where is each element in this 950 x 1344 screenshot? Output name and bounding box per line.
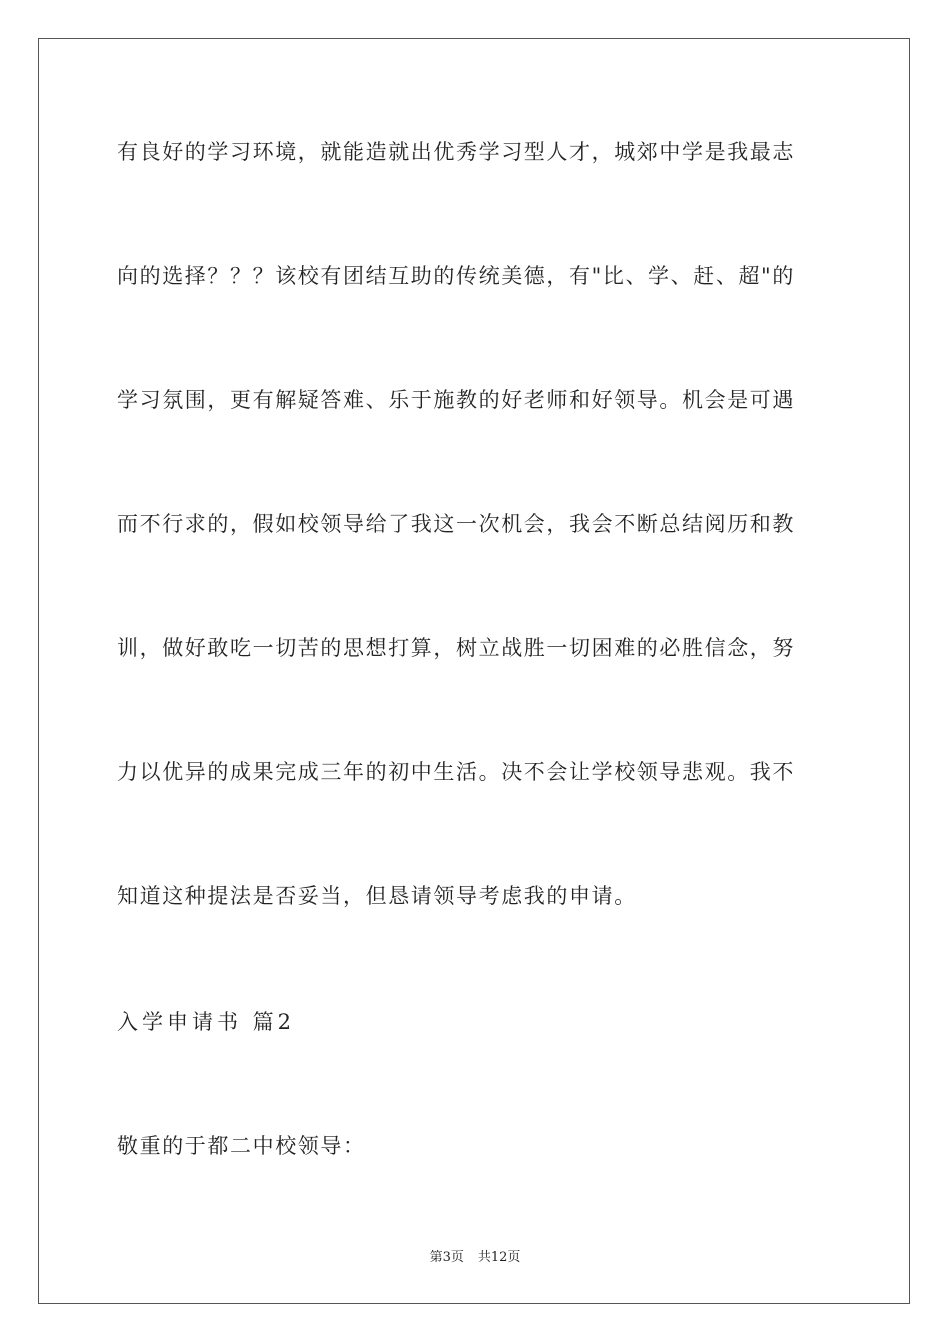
paragraph-line-7: 知道这种提法是否妥当，但恳请领导考虑我的申请。: [117, 884, 637, 908]
page-number: 第3页: [429, 1250, 464, 1265]
paragraph-line-5: 训，做好敢吃一切苦的思想打算，树立战胜一切困难的必胜信念，努: [117, 636, 795, 660]
paragraph-line-3: 学习氛围，更有解疑答难、乐于施教的好老师和好领导。机会是可遇: [117, 388, 795, 412]
page-border: [38, 38, 910, 1304]
paragraph-line-2: 向的选择？？？该校有团结互助的传统美德，有"比、学、赶、超"的: [117, 264, 795, 288]
section-heading: 入学申请书 篇2: [117, 1010, 296, 1034]
salutation: 敬重的于都二中校领导：: [117, 1134, 366, 1158]
paragraph-line-6: 力以优异的成果完成三年的初中生活。决不会让学校领导悲观。我不: [117, 760, 795, 784]
paragraph-line-4: 而不行求的，假如校领导给了我这一次机会，我会不断总结阅历和教: [117, 512, 795, 536]
page-footer: [0, 1249, 950, 1267]
page-total: 共12页: [477, 1250, 521, 1265]
paragraph-line-1: 有良好的学习环境，就能造就出优秀学习型人才，城郊中学是我最志: [117, 140, 795, 164]
